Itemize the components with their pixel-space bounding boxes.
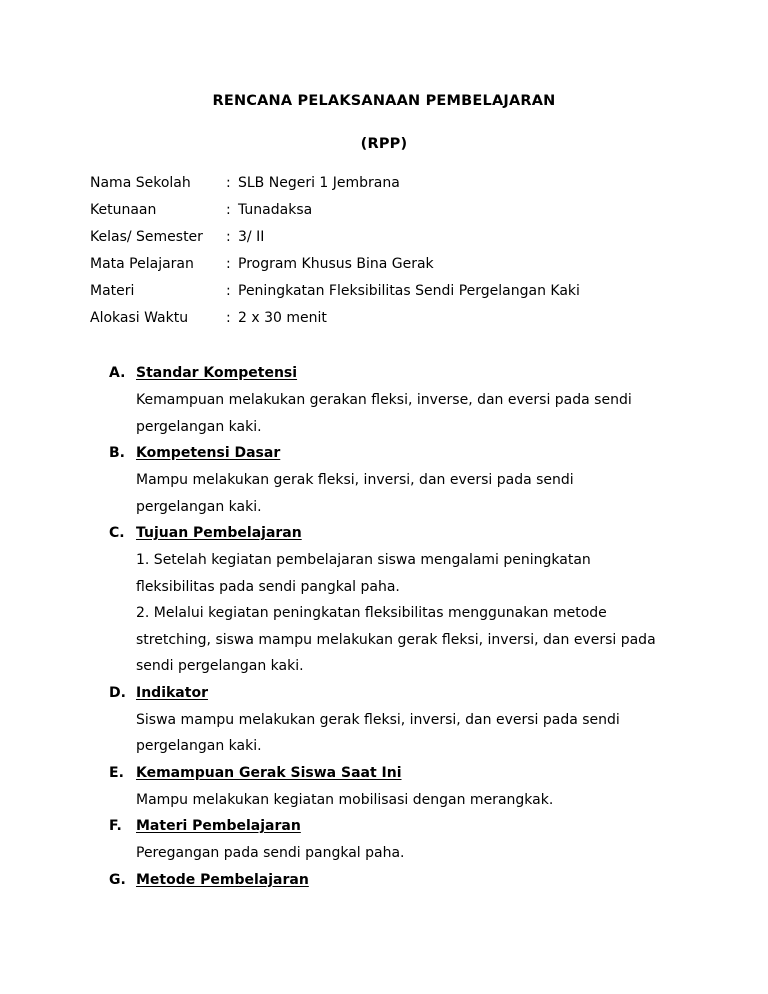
section-letter: D. bbox=[109, 684, 126, 701]
section-line: 2. Melalui kegiatan peningkatan fleksibilitas menggunakan metode bbox=[136, 605, 607, 621]
section-line: pergelangan kaki. bbox=[136, 418, 262, 435]
info-value: SLB Negeri 1 Jembrana bbox=[238, 175, 400, 191]
section-title: Kompetensi Dasar bbox=[136, 445, 281, 461]
info-label: Nama Sekolah bbox=[90, 175, 191, 191]
section-title: Indikator bbox=[136, 684, 208, 701]
info-row bbox=[90, 170, 580, 197]
section-line: sendi pergelangan kaki. bbox=[136, 658, 304, 674]
section-heading bbox=[109, 760, 749, 787]
section-letter: B. bbox=[109, 445, 125, 461]
section-heading bbox=[109, 867, 749, 894]
section-line: 1. Setelah kegiatan pembelajaran siswa mengalami peningkatan bbox=[136, 552, 591, 568]
section-title: Kemampuan Gerak Siswa Saat Ini bbox=[136, 764, 402, 781]
section-e bbox=[109, 760, 749, 814]
section-heading bbox=[109, 520, 749, 547]
section-letter: G. bbox=[109, 871, 126, 888]
info-label: Mata Pelajaran bbox=[90, 256, 194, 272]
section-letter: F. bbox=[109, 818, 122, 834]
info-label: Materi bbox=[90, 283, 135, 299]
info-separator: : bbox=[226, 229, 231, 245]
info-separator: : bbox=[226, 202, 231, 218]
section-heading bbox=[109, 360, 749, 387]
section-line: fleksibilitas pada sendi pangkal paha. bbox=[136, 578, 400, 595]
info-separator: : bbox=[226, 310, 231, 326]
section-title: Tujuan Pembelajaran bbox=[136, 525, 302, 541]
info-row bbox=[90, 251, 580, 278]
section-line: Peregangan pada sendi pangkal paha. bbox=[136, 845, 405, 861]
section-line: stretching, siswa mampu melakukan gerak fleksi, inversi, dan eversi pada bbox=[136, 631, 656, 648]
info-label: Alokasi Waktu bbox=[90, 310, 189, 326]
info-value: 3/ II bbox=[238, 229, 265, 245]
info-label: Ketunaan bbox=[90, 202, 157, 218]
info-label: Kelas/ Semester bbox=[90, 229, 203, 245]
document-title: RENCANA PELAKSANAAN PEMBELAJARAN bbox=[212, 93, 556, 109]
info-row bbox=[90, 305, 580, 332]
info-row bbox=[90, 224, 580, 251]
info-row bbox=[90, 278, 580, 305]
info-row bbox=[90, 197, 580, 224]
section-line: Mampu melakukan gerak fleksi, inversi, dan eversi pada sendi bbox=[136, 472, 574, 488]
info-separator: : bbox=[226, 256, 231, 272]
section-a bbox=[109, 360, 749, 440]
document-subtitle: (RPP) bbox=[360, 136, 408, 152]
section-c bbox=[109, 520, 749, 680]
info-value: 2 x 30 menit bbox=[238, 310, 327, 326]
section-line: Siswa mampu melakukan gerak fleksi, inversi, dan eversi pada sendi bbox=[136, 711, 620, 728]
info-separator: : bbox=[226, 175, 231, 191]
section-list bbox=[109, 360, 749, 894]
section-title: Standar Kompetensi bbox=[136, 365, 298, 381]
section-b bbox=[109, 440, 749, 520]
section-line: pergelangan kaki. bbox=[136, 738, 262, 754]
info-value: Program Khusus Bina Gerak bbox=[238, 256, 434, 272]
info-separator: : bbox=[226, 283, 231, 299]
section-d bbox=[109, 680, 749, 760]
section-heading bbox=[109, 440, 749, 467]
section-title: Metode Pembelajaran bbox=[136, 871, 309, 888]
section-letter: C. bbox=[109, 525, 125, 541]
info-value: Tunadaksa bbox=[238, 202, 313, 218]
section-heading bbox=[109, 680, 749, 707]
identity-table bbox=[90, 170, 580, 332]
info-value: Peningkatan Fleksibilitas Sendi Pergelangan Kaki bbox=[238, 283, 580, 299]
section-heading bbox=[109, 813, 749, 840]
section-letter: A. bbox=[109, 365, 126, 381]
section-line: pergelangan kaki. bbox=[136, 498, 262, 515]
section-g bbox=[109, 867, 749, 894]
section-f bbox=[109, 813, 749, 867]
section-line: Mampu melakukan kegiatan mobilisasi dengan merangkak. bbox=[136, 791, 554, 808]
section-line: Kemampuan melakukan gerakan fleksi, inverse, dan eversi pada sendi bbox=[136, 392, 632, 408]
section-title: Materi Pembelajaran bbox=[136, 818, 301, 834]
section-letter: E. bbox=[109, 764, 124, 781]
